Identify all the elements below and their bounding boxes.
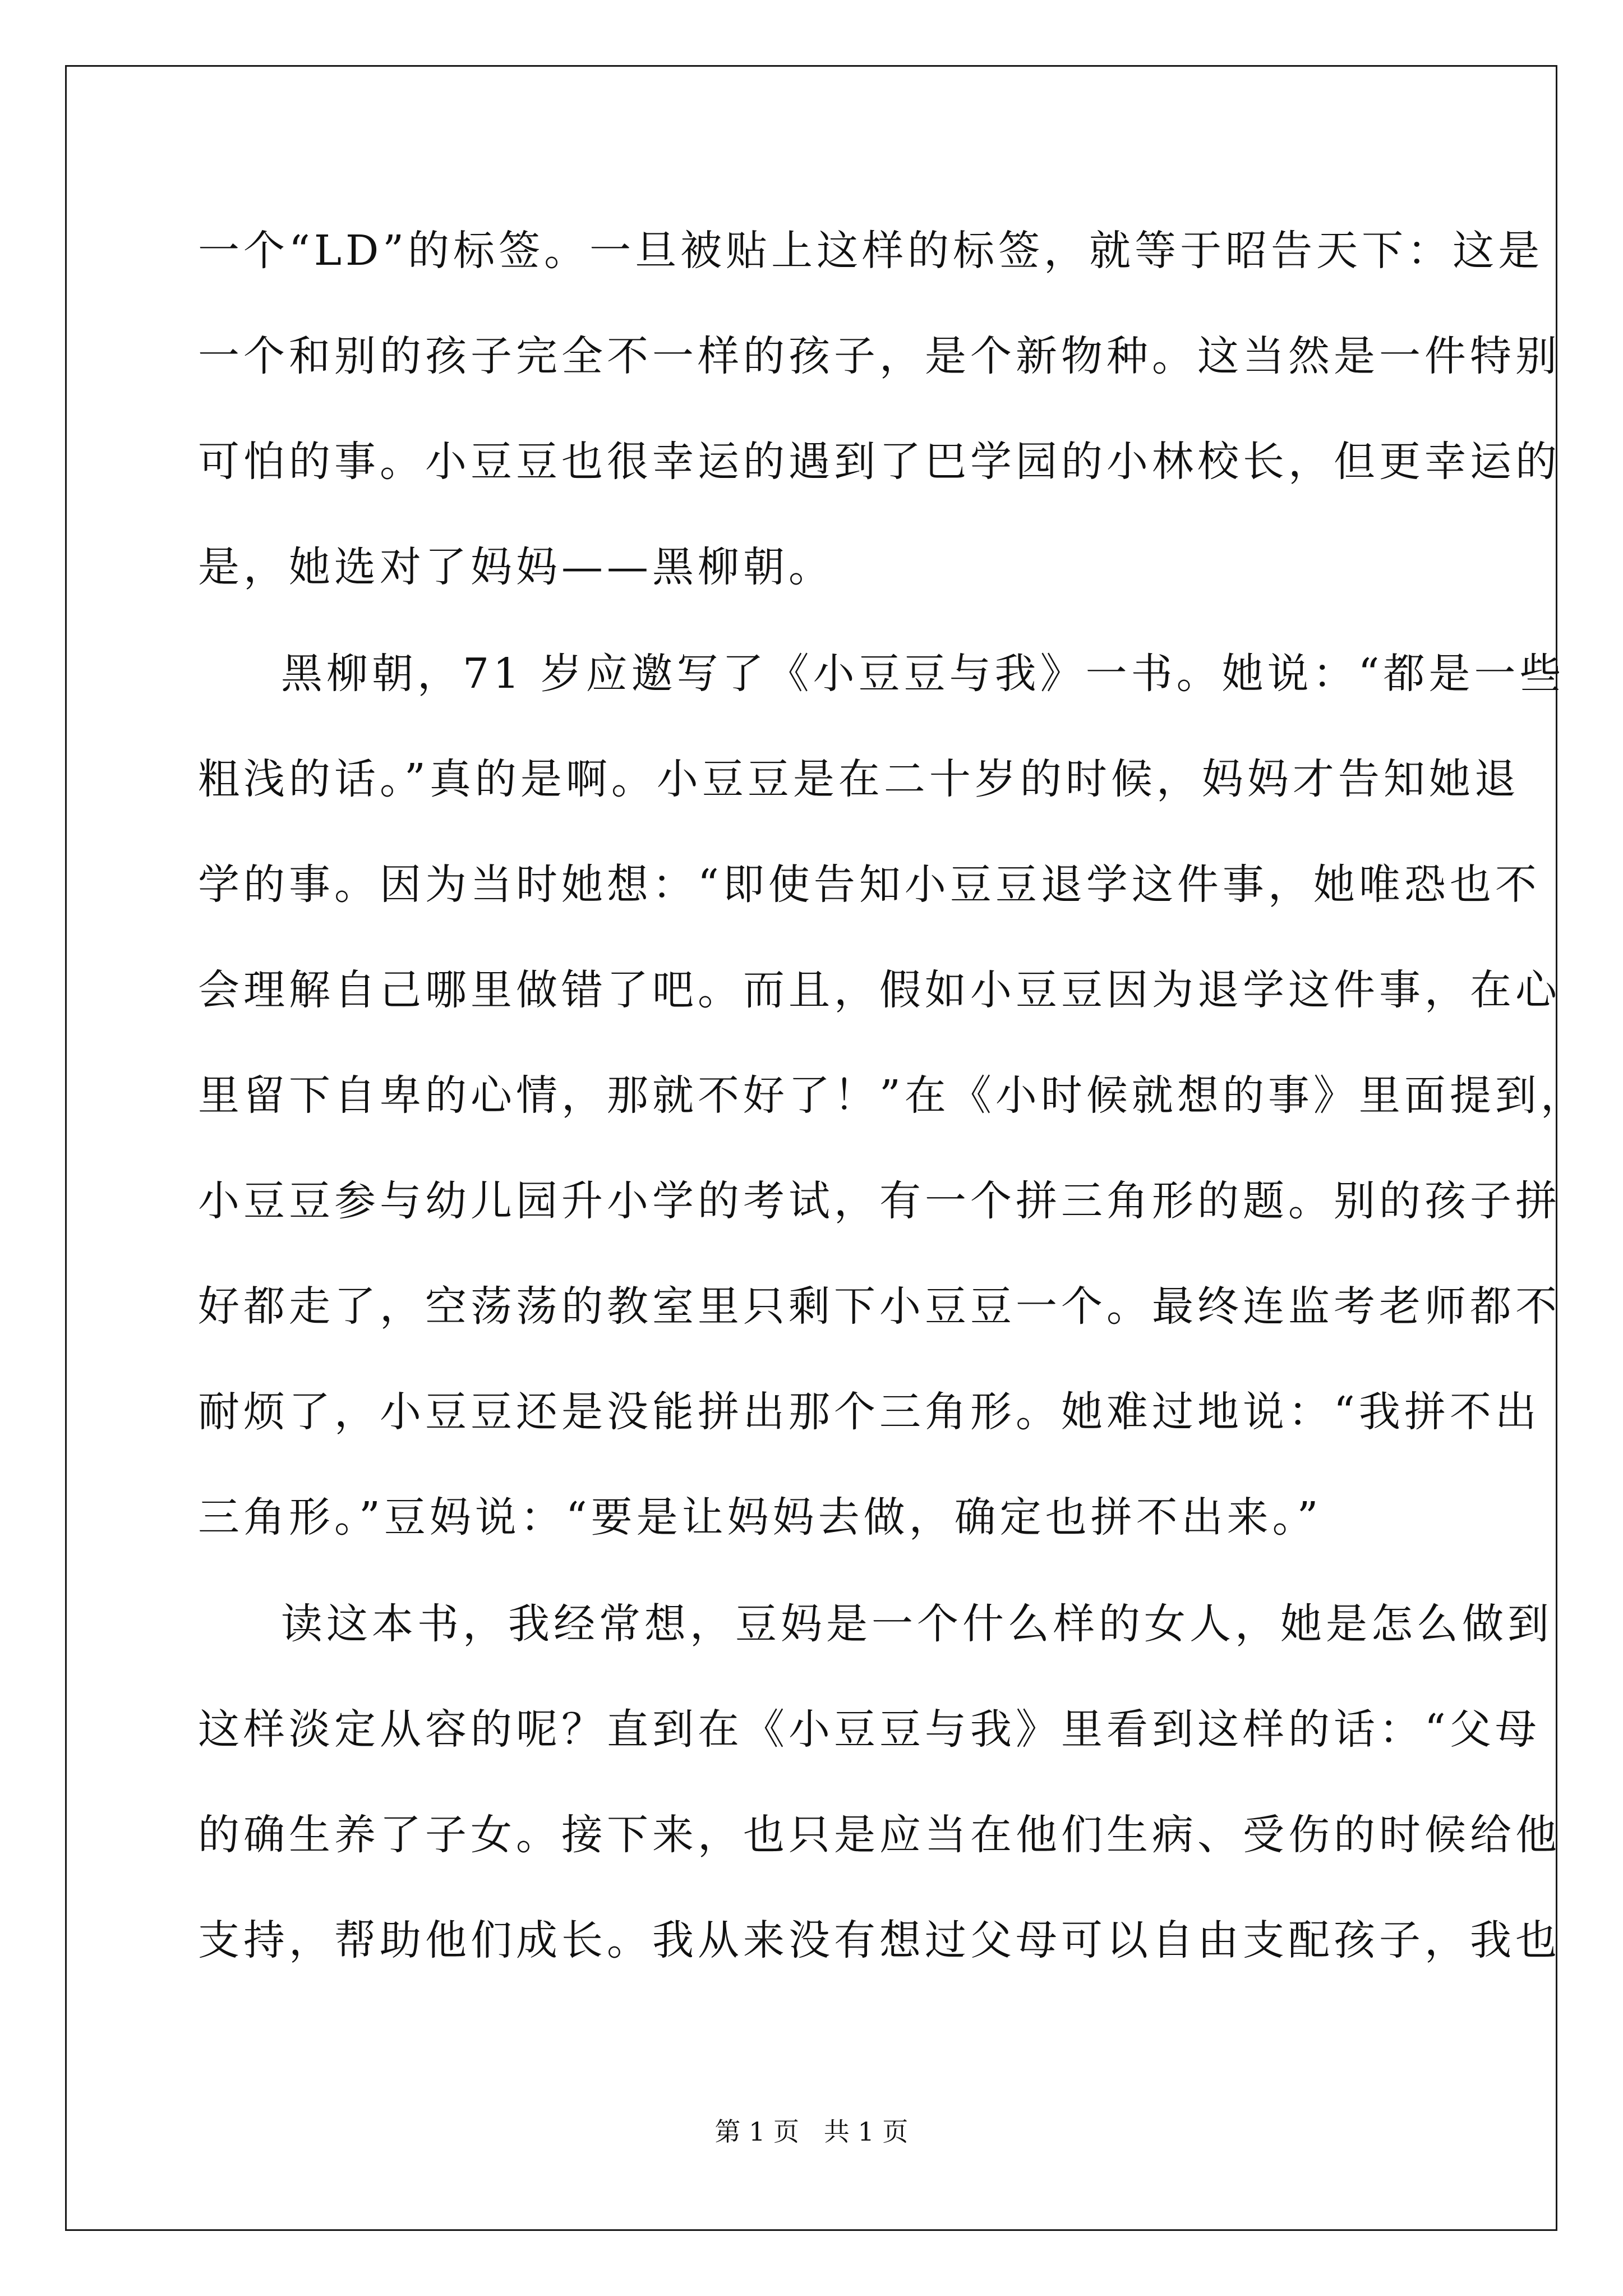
paragraph-2-line-3: 学的事。因为当时她想：“即使告知小豆豆退学这件事，她唯恐也不 xyxy=(198,861,1541,909)
paragraph-2-line-4: 会理解自己哪里做错了吧。而且，假如小豆豆因为退学这件事，在心 xyxy=(198,966,1561,1014)
paragraph-2-line-7: 好都走了，空荡荡的教室里只剩下小豆豆一个。最终连监考老师都不 xyxy=(198,1282,1561,1331)
paragraph-1-line-4: 是，她选对了妈妈——黑柳朝。 xyxy=(198,543,834,591)
paragraph-2-line-2: 粗浅的话。”真的是啊。小豆豆是在二十岁的时候，妈妈才告知她退 xyxy=(198,755,1520,803)
paragraph-3-line-4: 支持，帮助他们成长。我从来没有想过父母可以自由支配孩子，我也 xyxy=(198,1916,1561,1964)
paragraph-2-line-1: 黑柳朝，71 岁应邀写了《小豆豆与我》一书。她说：“都是一些 xyxy=(281,650,1565,698)
paragraph-3-line-2: 这样淡定从容的呢？直到在《小豆豆与我》里看到这样的话：“父母 xyxy=(198,1705,1541,1754)
paragraph-2-line-6: 小豆豆参与幼儿园升小学的考试，有一个拼三角形的题。别的孩子拼 xyxy=(198,1177,1561,1225)
paragraph-3-line-3: 的确生养了子女。接下来，也只是应当在他们生病、受伤的时候给他 xyxy=(198,1811,1561,1859)
paragraph-1-line-2: 一个和别的孩子完全不一样的孩子，是个新物种。这当然是一件特别 xyxy=(198,332,1561,380)
page-footer: 第 1 页 共 1 页 xyxy=(714,2116,909,2147)
paragraph-2-line-9: 三角形。”豆妈说：“要是让妈妈去做，确定也拼不出来。” xyxy=(198,1493,1322,1542)
paragraph-2-line-5: 里留下自卑的心情，那就不好了！”在《小时候就想的事》里面提到， xyxy=(198,1071,1586,1120)
paragraph-1-line-1: 一个“LD”的标签。一旦被贴上这样的标签，就等于昭告天下：这是 xyxy=(198,227,1544,275)
page-border xyxy=(65,65,1586,2231)
paragraph-1-line-3: 可怕的事。小豆豆也很幸运的遇到了巴学园的小林校长，但更幸运的 xyxy=(198,438,1561,486)
paragraph-3-line-1: 读这本书，我经常想，豆妈是一个什么样的女人，她是怎么做到 xyxy=(281,1600,1553,1648)
paragraph-2-line-8: 耐烦了，小豆豆还是没能拼出那个三角形。她难过地说：“我拼不出 xyxy=(198,1388,1541,1436)
